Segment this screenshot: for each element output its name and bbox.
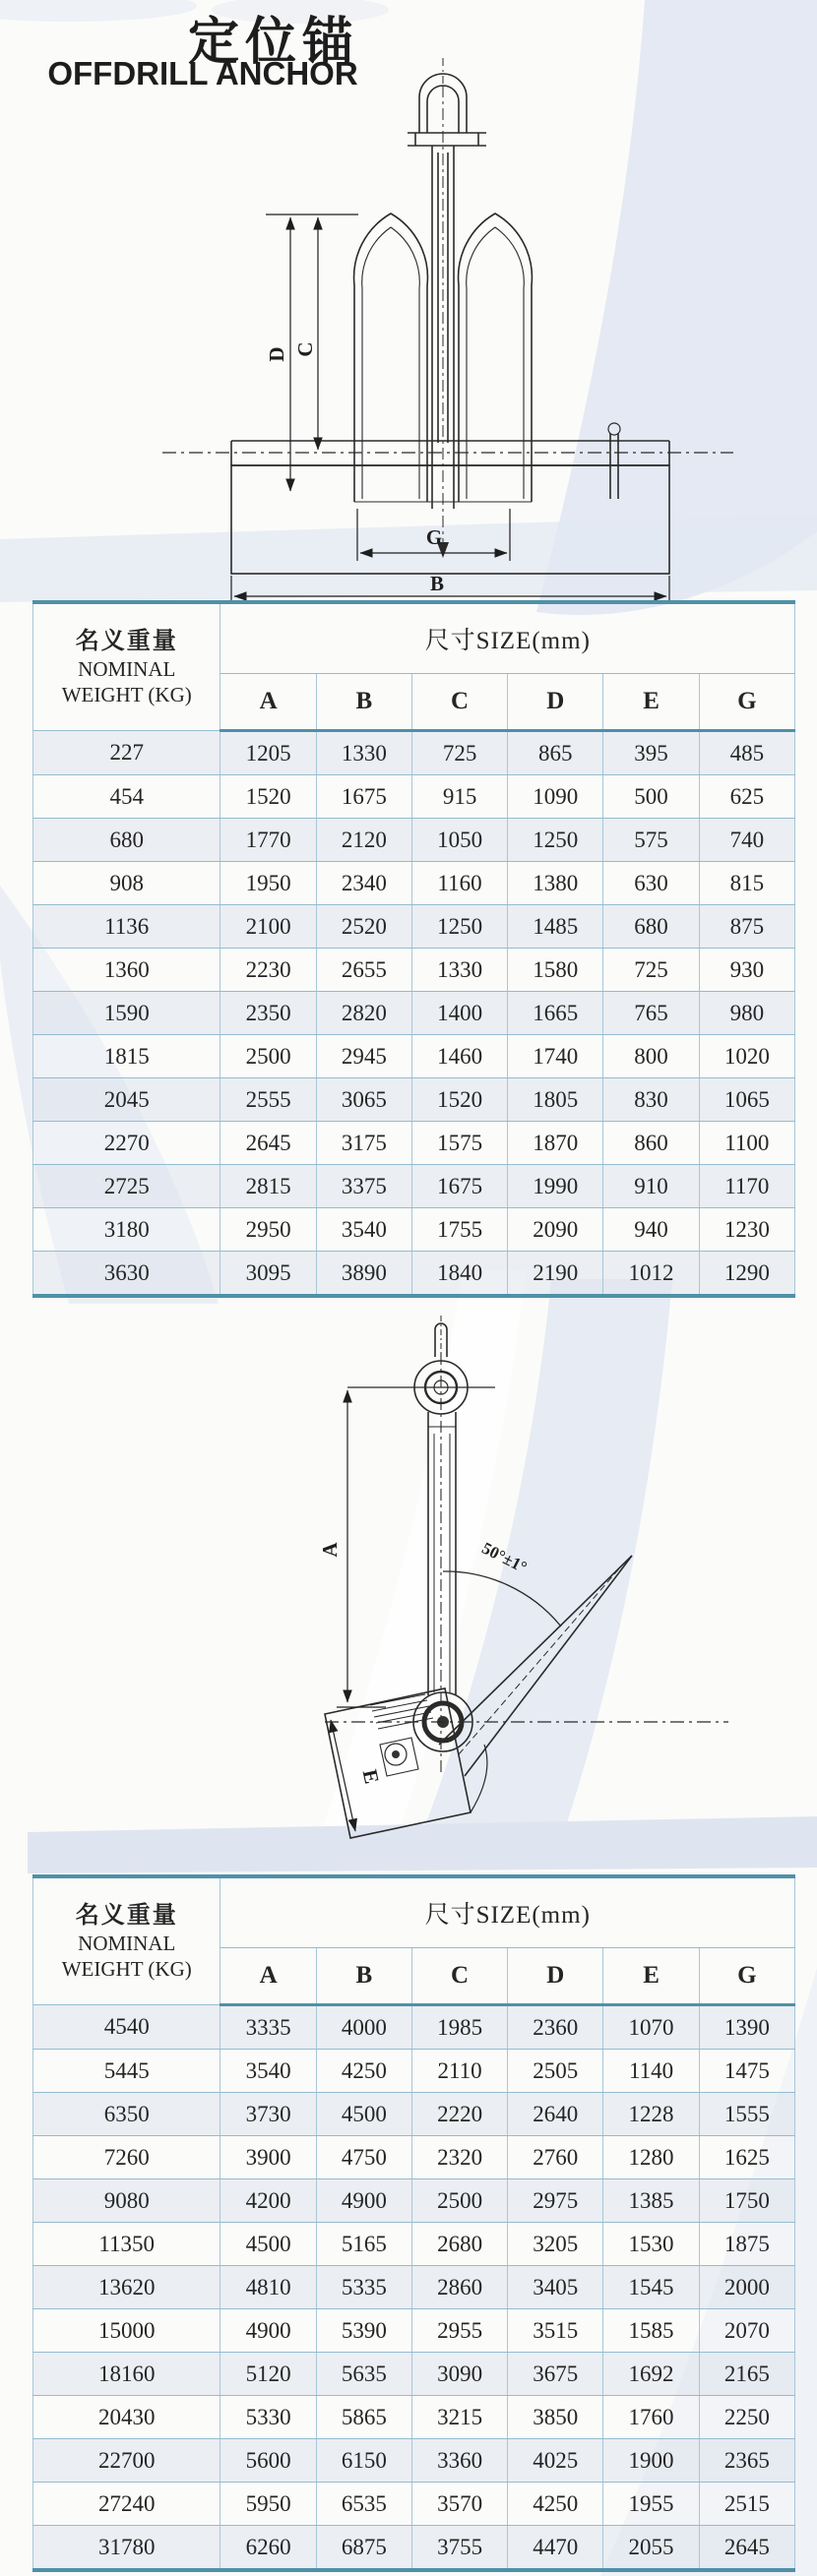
table-cell: 1390 — [699, 2005, 794, 2050]
table-cell: 1280 — [603, 2136, 699, 2179]
nominal-weight-header-zh: 名义重量 — [75, 628, 178, 654]
table-cell: 908 — [33, 862, 220, 905]
nominal-weight-header-en1: NOMINAL — [78, 1931, 176, 1955]
nominal-weight-header — [33, 1876, 220, 2005]
table-cell: 3405 — [508, 2266, 603, 2309]
table-cell: 740 — [699, 819, 794, 862]
table-cell: 2680 — [411, 2223, 507, 2266]
table-cell: 1020 — [699, 1035, 794, 1078]
table-cell: 1205 — [220, 731, 316, 775]
table-row — [33, 1122, 795, 1165]
table-cell: 680 — [603, 905, 699, 949]
nominal-weight-header-zh: 名义重量 — [75, 1902, 178, 1929]
table-cell: 3335 — [220, 2005, 316, 2050]
table-cell: 18160 — [33, 2353, 220, 2396]
table-cell: 4000 — [316, 2005, 411, 2050]
size-header: 尺寸SIZE(mm) — [220, 1876, 795, 1948]
table-cell: 1575 — [411, 1122, 507, 1165]
table-cell: 1665 — [508, 992, 603, 1035]
column-header-c: C — [411, 674, 507, 731]
column-header-c: C — [411, 1948, 507, 2005]
table-cell: 1760 — [603, 2396, 699, 2439]
table-cell: 1990 — [508, 1165, 603, 1208]
table-cell: 1585 — [603, 2309, 699, 2353]
table-row — [33, 819, 795, 862]
table-cell: 4470 — [508, 2526, 603, 2571]
page-title-chinese: 定位锚 — [187, 14, 359, 71]
table-cell: 1950 — [220, 862, 316, 905]
table-cell: 630 — [603, 862, 699, 905]
table-row — [33, 992, 795, 1035]
table-row — [33, 1078, 795, 1122]
table-cell: 2165 — [699, 2353, 794, 2396]
table-row — [33, 2223, 795, 2266]
table-cell: 1250 — [411, 905, 507, 949]
table-row — [33, 775, 795, 819]
table-cell: 2515 — [699, 2483, 794, 2526]
table-cell: 3205 — [508, 2223, 603, 2266]
table-cell: 1520 — [220, 775, 316, 819]
column-header-d: D — [508, 1948, 603, 2005]
table-cell: 1170 — [699, 1165, 794, 1208]
table-cell: 4200 — [220, 2179, 316, 2223]
table-cell: 2230 — [220, 949, 316, 992]
table-cell: 3540 — [220, 2050, 316, 2093]
table-cell: 3215 — [411, 2396, 507, 2439]
table-cell: 980 — [699, 992, 794, 1035]
table-cell: 1875 — [699, 2223, 794, 2266]
dimension-label-c: C — [293, 341, 317, 357]
column-header-a: A — [220, 674, 316, 731]
anchor-front-view-drawing — [118, 54, 753, 605]
column-header-g: G — [699, 1948, 794, 2005]
table-cell: 1985 — [411, 2005, 507, 2050]
table-cell: 2945 — [316, 1035, 411, 1078]
table-cell: 625 — [699, 775, 794, 819]
table-cell: 5445 — [33, 2050, 220, 2093]
table-cell: 1136 — [33, 905, 220, 949]
table-cell: 1900 — [603, 2439, 699, 2483]
table-row — [33, 2005, 795, 2050]
table-cell: 2820 — [316, 992, 411, 1035]
table-cell: 2725 — [33, 1165, 220, 1208]
table-cell: 1520 — [411, 1078, 507, 1122]
table-cell: 815 — [699, 862, 794, 905]
dimension-label-d: D — [265, 346, 288, 362]
table-cell: 3675 — [508, 2353, 603, 2396]
table-cell: 1090 — [508, 775, 603, 819]
table-cell: 1692 — [603, 2353, 699, 2396]
table-cell: 2815 — [220, 1165, 316, 1208]
table-cell: 2655 — [316, 949, 411, 992]
table-cell: 6260 — [220, 2526, 316, 2571]
table-cell: 1675 — [316, 775, 411, 819]
table-cell: 5330 — [220, 2396, 316, 2439]
nominal-weight-header-en2: WEIGHT (KG) — [61, 1957, 192, 1981]
table-cell: 1330 — [316, 731, 411, 775]
table-cell: 5600 — [220, 2439, 316, 2483]
dimensions-table-small-sizes — [32, 600, 795, 1298]
table-cell: 3375 — [316, 1165, 411, 1208]
table-cell: 1330 — [411, 949, 507, 992]
table-cell: 1228 — [603, 2093, 699, 2136]
table-cell: 6875 — [316, 2526, 411, 2571]
table-cell: 2045 — [33, 1078, 220, 1122]
table-cell: 2220 — [411, 2093, 507, 2136]
table-cell: 3900 — [220, 2136, 316, 2179]
table-cell: 454 — [33, 775, 220, 819]
table-cell: 575 — [603, 819, 699, 862]
table-cell: 1750 — [699, 2179, 794, 2223]
table-cell: 2350 — [220, 992, 316, 1035]
table-row — [33, 2266, 795, 2309]
table-cell: 5635 — [316, 2353, 411, 2396]
table-cell: 2320 — [411, 2136, 507, 2179]
table-cell: 2950 — [220, 1208, 316, 1252]
table-row — [33, 2136, 795, 2179]
column-header-g: G — [699, 674, 794, 731]
table-cell: 11350 — [33, 2223, 220, 2266]
dimension-label-g: G — [425, 525, 443, 549]
table-cell: 4810 — [220, 2266, 316, 2309]
nominal-weight-header-en2: WEIGHT (KG) — [61, 683, 192, 706]
table-row — [33, 2439, 795, 2483]
table-cell: 1675 — [411, 1165, 507, 1208]
table-row — [33, 1035, 795, 1078]
table-cell: 800 — [603, 1035, 699, 1078]
table-cell: 22700 — [33, 2439, 220, 2483]
column-header-b: B — [316, 674, 411, 731]
table-cell: 2100 — [220, 905, 316, 949]
table-cell: 3180 — [33, 1208, 220, 1252]
table-cell: 1100 — [699, 1122, 794, 1165]
table-cell: 1070 — [603, 2005, 699, 2050]
table-cell: 485 — [699, 731, 794, 775]
table-row — [33, 2396, 795, 2439]
table-cell: 7260 — [33, 2136, 220, 2179]
table-cell: 2860 — [411, 2266, 507, 2309]
table-cell: 4500 — [220, 2223, 316, 2266]
table-cell: 4900 — [220, 2309, 316, 2353]
fluke-angle-label: 50°±1° — [478, 1538, 531, 1577]
table-cell: 2190 — [508, 1252, 603, 1297]
table-cell: 1530 — [603, 2223, 699, 2266]
table-cell: 1050 — [411, 819, 507, 862]
table-cell: 725 — [411, 731, 507, 775]
column-header-b: B — [316, 1948, 411, 2005]
table-cell: 2500 — [411, 2179, 507, 2223]
table-cell: 6350 — [33, 2093, 220, 2136]
table-row — [33, 862, 795, 905]
table-cell: 2120 — [316, 819, 411, 862]
table-cell: 1065 — [699, 1078, 794, 1122]
dimension-label-b: B — [429, 572, 445, 595]
table-cell: 1580 — [508, 949, 603, 992]
table-cell: 13620 — [33, 2266, 220, 2309]
nominal-weight-header-en1: NOMINAL — [78, 656, 176, 681]
table-cell: 1475 — [699, 2050, 794, 2093]
table-cell: 6535 — [316, 2483, 411, 2526]
table-cell: 940 — [603, 1208, 699, 1252]
table-cell: 3090 — [411, 2353, 507, 2396]
table-cell: 1140 — [603, 2050, 699, 2093]
table-cell: 3630 — [33, 1252, 220, 1297]
table-cell: 860 — [603, 1122, 699, 1165]
table-cell: 5865 — [316, 2396, 411, 2439]
table-cell: 1400 — [411, 992, 507, 1035]
table-cell: 2360 — [508, 2005, 603, 2050]
table-cell: 20430 — [33, 2396, 220, 2439]
table-row — [33, 949, 795, 992]
table-cell: 4025 — [508, 2439, 603, 2483]
table-cell: 5950 — [220, 2483, 316, 2526]
table-cell: 865 — [508, 731, 603, 775]
table-cell: 930 — [699, 949, 794, 992]
table-cell: 1815 — [33, 1035, 220, 1078]
table-cell: 1805 — [508, 1078, 603, 1122]
table-cell: 910 — [603, 1165, 699, 1208]
table-cell: 3850 — [508, 2396, 603, 2439]
table-row — [33, 731, 795, 775]
nominal-weight-header — [33, 602, 220, 731]
table-cell: 6150 — [316, 2439, 411, 2483]
table-row — [33, 2050, 795, 2093]
table-cell: 2645 — [220, 1122, 316, 1165]
table-cell: 1460 — [411, 1035, 507, 1078]
table-cell: 3515 — [508, 2309, 603, 2353]
table-cell: 4750 — [316, 2136, 411, 2179]
table-cell: 2760 — [508, 2136, 603, 2179]
dimensions-table-large-sizes — [32, 1874, 795, 2572]
table-cell: 2555 — [220, 1078, 316, 1122]
table-cell: 1380 — [508, 862, 603, 905]
table-cell: 2500 — [220, 1035, 316, 1078]
table-row — [33, 905, 795, 949]
table-cell: 1290 — [699, 1252, 794, 1297]
table-cell: 3570 — [411, 2483, 507, 2526]
column-header-d: D — [508, 674, 603, 731]
table-cell: 2645 — [699, 2526, 794, 2571]
table-cell: 3175 — [316, 1122, 411, 1165]
table-cell: 725 — [603, 949, 699, 992]
table-cell: 2975 — [508, 2179, 603, 2223]
table-cell: 2640 — [508, 2093, 603, 2136]
table-row — [33, 2526, 795, 2571]
table-cell: 2250 — [699, 2396, 794, 2439]
table-cell: 1555 — [699, 2093, 794, 2136]
table-cell: 27240 — [33, 2483, 220, 2526]
anchor-side-view-drawing — [177, 1314, 748, 1865]
table-cell: 2090 — [508, 1208, 603, 1252]
table-cell: 765 — [603, 992, 699, 1035]
table-cell: 15000 — [33, 2309, 220, 2353]
table-cell: 1770 — [220, 819, 316, 862]
table-cell: 1360 — [33, 949, 220, 992]
table-cell: 3890 — [316, 1252, 411, 1297]
dimension-label-a: A — [318, 1542, 342, 1558]
table-cell: 9080 — [33, 2179, 220, 2223]
table-cell: 4250 — [316, 2050, 411, 2093]
page-title-english: OFFDRILL ANCHOR — [47, 55, 358, 92]
table-cell: 1755 — [411, 1208, 507, 1252]
dimension-label-e: E — [357, 1767, 385, 1786]
table-cell: 2365 — [699, 2439, 794, 2483]
table-cell: 395 — [603, 731, 699, 775]
table-cell: 3730 — [220, 2093, 316, 2136]
table-row — [33, 1208, 795, 1252]
table-cell: 5335 — [316, 2266, 411, 2309]
table-cell: 1870 — [508, 1122, 603, 1165]
table-cell: 4250 — [508, 2483, 603, 2526]
table-cell: 2110 — [411, 2050, 507, 2093]
table-cell: 1840 — [411, 1252, 507, 1297]
table-cell: 3065 — [316, 1078, 411, 1122]
table-cell: 5390 — [316, 2309, 411, 2353]
column-header-a: A — [220, 1948, 316, 2005]
table-cell: 227 — [33, 731, 220, 775]
table-row — [33, 1252, 795, 1297]
column-header-e: E — [603, 674, 699, 731]
table-cell: 875 — [699, 905, 794, 949]
table-cell: 1230 — [699, 1208, 794, 1252]
table-cell: 915 — [411, 775, 507, 819]
table-cell: 830 — [603, 1078, 699, 1122]
table-cell: 500 — [603, 775, 699, 819]
table-cell: 2340 — [316, 862, 411, 905]
table-cell: 2270 — [33, 1122, 220, 1165]
table-cell: 1160 — [411, 862, 507, 905]
table-cell: 1012 — [603, 1252, 699, 1297]
table-cell: 3540 — [316, 1208, 411, 1252]
table-cell: 4900 — [316, 2179, 411, 2223]
table-cell: 4540 — [33, 2005, 220, 2050]
table-cell: 1545 — [603, 2266, 699, 2309]
table-cell: 31780 — [33, 2526, 220, 2571]
table-cell: 3360 — [411, 2439, 507, 2483]
table-row — [33, 1165, 795, 1208]
table-cell: 2000 — [699, 2266, 794, 2309]
table-cell: 2070 — [699, 2309, 794, 2353]
column-header-e: E — [603, 1948, 699, 2005]
table-cell: 1955 — [603, 2483, 699, 2526]
table-cell: 1625 — [699, 2136, 794, 2179]
table-cell: 1250 — [508, 819, 603, 862]
table-row — [33, 2309, 795, 2353]
table-cell: 2505 — [508, 2050, 603, 2093]
table-cell: 2520 — [316, 905, 411, 949]
table-cell: 5120 — [220, 2353, 316, 2396]
table-cell: 1485 — [508, 905, 603, 949]
table-row — [33, 2353, 795, 2396]
table-cell: 1590 — [33, 992, 220, 1035]
table-cell: 2955 — [411, 2309, 507, 2353]
table-row — [33, 2093, 795, 2136]
table-cell: 3755 — [411, 2526, 507, 2571]
table-cell: 1740 — [508, 1035, 603, 1078]
size-header: 尺寸SIZE(mm) — [220, 602, 795, 674]
table-cell: 1385 — [603, 2179, 699, 2223]
table-cell: 680 — [33, 819, 220, 862]
table-row — [33, 2483, 795, 2526]
table-row — [33, 2179, 795, 2223]
table-cell: 5165 — [316, 2223, 411, 2266]
table-cell: 3095 — [220, 1252, 316, 1297]
table-cell: 2055 — [603, 2526, 699, 2571]
table-cell: 4500 — [316, 2093, 411, 2136]
